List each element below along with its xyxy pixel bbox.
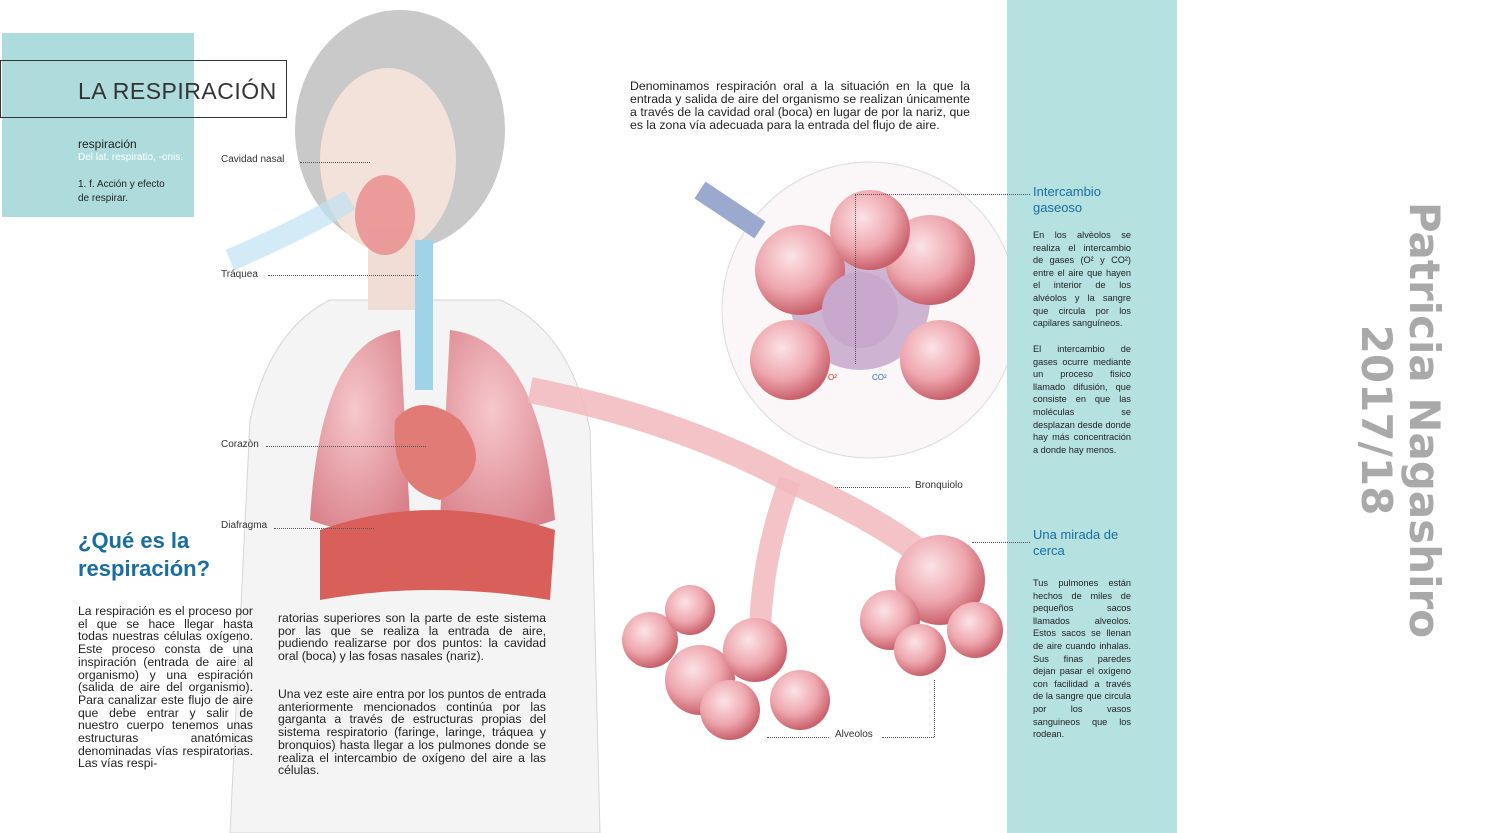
- alveoli-cluster-left: [622, 585, 830, 740]
- label-alveoli: Alveolos: [835, 729, 873, 740]
- intro-paragraph: Denominamos respiración oral a la situación en la que la entrada y salida de aire del organismo se realizan únicamente a través de la cavidad oral (boca) en lugar de por la nariz, que es la zona vía adecuada para la entrada del flujo de aire.: [630, 79, 970, 132]
- leader-line: [266, 446, 426, 447]
- leader-line: [882, 737, 934, 738]
- leader-line: [934, 680, 935, 737]
- sidebar-paragraph-exchange-2: El intercambio de gases ocurre mediante un proceso fisico llamado difusión, que consiste en que las moléculas se desplazan desde donde hay más concentración a donde hay menos.: [1033, 344, 1131, 455]
- page-title: LA RESPIRACIÓN: [78, 78, 277, 104]
- bronchus-branch: [760, 480, 790, 640]
- label-nasal-cavity: Cavidad nasal: [221, 154, 285, 165]
- definition-word: respiración: [78, 137, 137, 151]
- author-year: 2017/18: [1352, 324, 1401, 516]
- diaphragm: [320, 510, 555, 600]
- body-column-2b: Una vez este aire entra por los puntos de entrada anteriormente mencionados continúa por las garganta a través de estructuras propias del sistema respiratorio (faringe, laringe, tráquea y bronquios) hasta llegar a los pulmones donde se realiza el intercambio de oxígeno del aire a las células.: [278, 687, 546, 778]
- o2-label: O²: [828, 373, 837, 382]
- trachea: [415, 240, 433, 390]
- airflow: [230, 200, 350, 260]
- label-trachea: Tráquea: [221, 269, 258, 280]
- label-diaphragm: Diafragma: [221, 520, 268, 531]
- leader-line: [268, 275, 418, 276]
- co2-label: CO²: [872, 373, 887, 382]
- author-name: Patricia Nagashiro: [1400, 201, 1449, 639]
- leader-line: [855, 194, 1030, 195]
- label-heart: Corazòn: [221, 439, 259, 450]
- alveoli-cluster-right: [860, 535, 1003, 676]
- label-bronchiole: Bronquiolo: [915, 480, 963, 491]
- sidebar-paragraph-closer: Tus pulmones están hechos de miles de pequeños sacos llamados alveolos. Estos sacos se llenan de aire cuando inhalas. Sus finas paredes dejan pasar el oxígeno con facilidad a través de la sangre que circula por los vasos sanguineos que los rodean.: [1033, 578, 1131, 740]
- definition-origin: Del lat. respiratio, -onis.: [78, 152, 184, 163]
- leader-line: [274, 528, 374, 529]
- leader-line: [855, 194, 856, 364]
- leader-line: [972, 542, 1030, 543]
- section-heading: ¿Qué es la respiración?: [78, 528, 211, 581]
- sidebar-heading-exchange: Intercambio gaseoso: [1033, 184, 1101, 215]
- body-column-1: La respiración es el proceso por el que se hace llegar hasta todas nuestras células oxígeno. Este proceso consta de una inspiración (entrada de aire al organismo) y una espiración (salida de aire del organismo). Para canalizar este flujo de aire que debe entrar y salir de nuestro cuerpo tenemos unas estructuras anatómicas denominadas vías respiratorias. Las vías respi-: [78, 604, 253, 771]
- definition-meaning: 1. f. Acción y efecto de respirar.: [78, 179, 165, 204]
- leader-line: [300, 162, 370, 163]
- author-credit: [1352, 202, 1448, 638]
- body-column-2a: ratorias superiores son la parte de este sistema por las que se realiza la entrada de aire, pudiendo realizarse por dos puntos: la cavidad oral (boca) y las fosas nasales (nariz).: [278, 611, 546, 664]
- sidebar-heading-closer: Una mirada de cerca: [1033, 527, 1119, 558]
- oral-cavity: [355, 175, 415, 255]
- sidebar-paragraph-exchange-1: En los alvèolos se realiza el intercambio de gases (O² y CO²) entre el aire que hayen el interior de los alvéolos y la sangre que circula por los capilares sanguíneos.: [1033, 230, 1131, 329]
- leader-line: [767, 737, 829, 738]
- leader-line: [835, 487, 910, 488]
- air-arrow: [700, 190, 760, 230]
